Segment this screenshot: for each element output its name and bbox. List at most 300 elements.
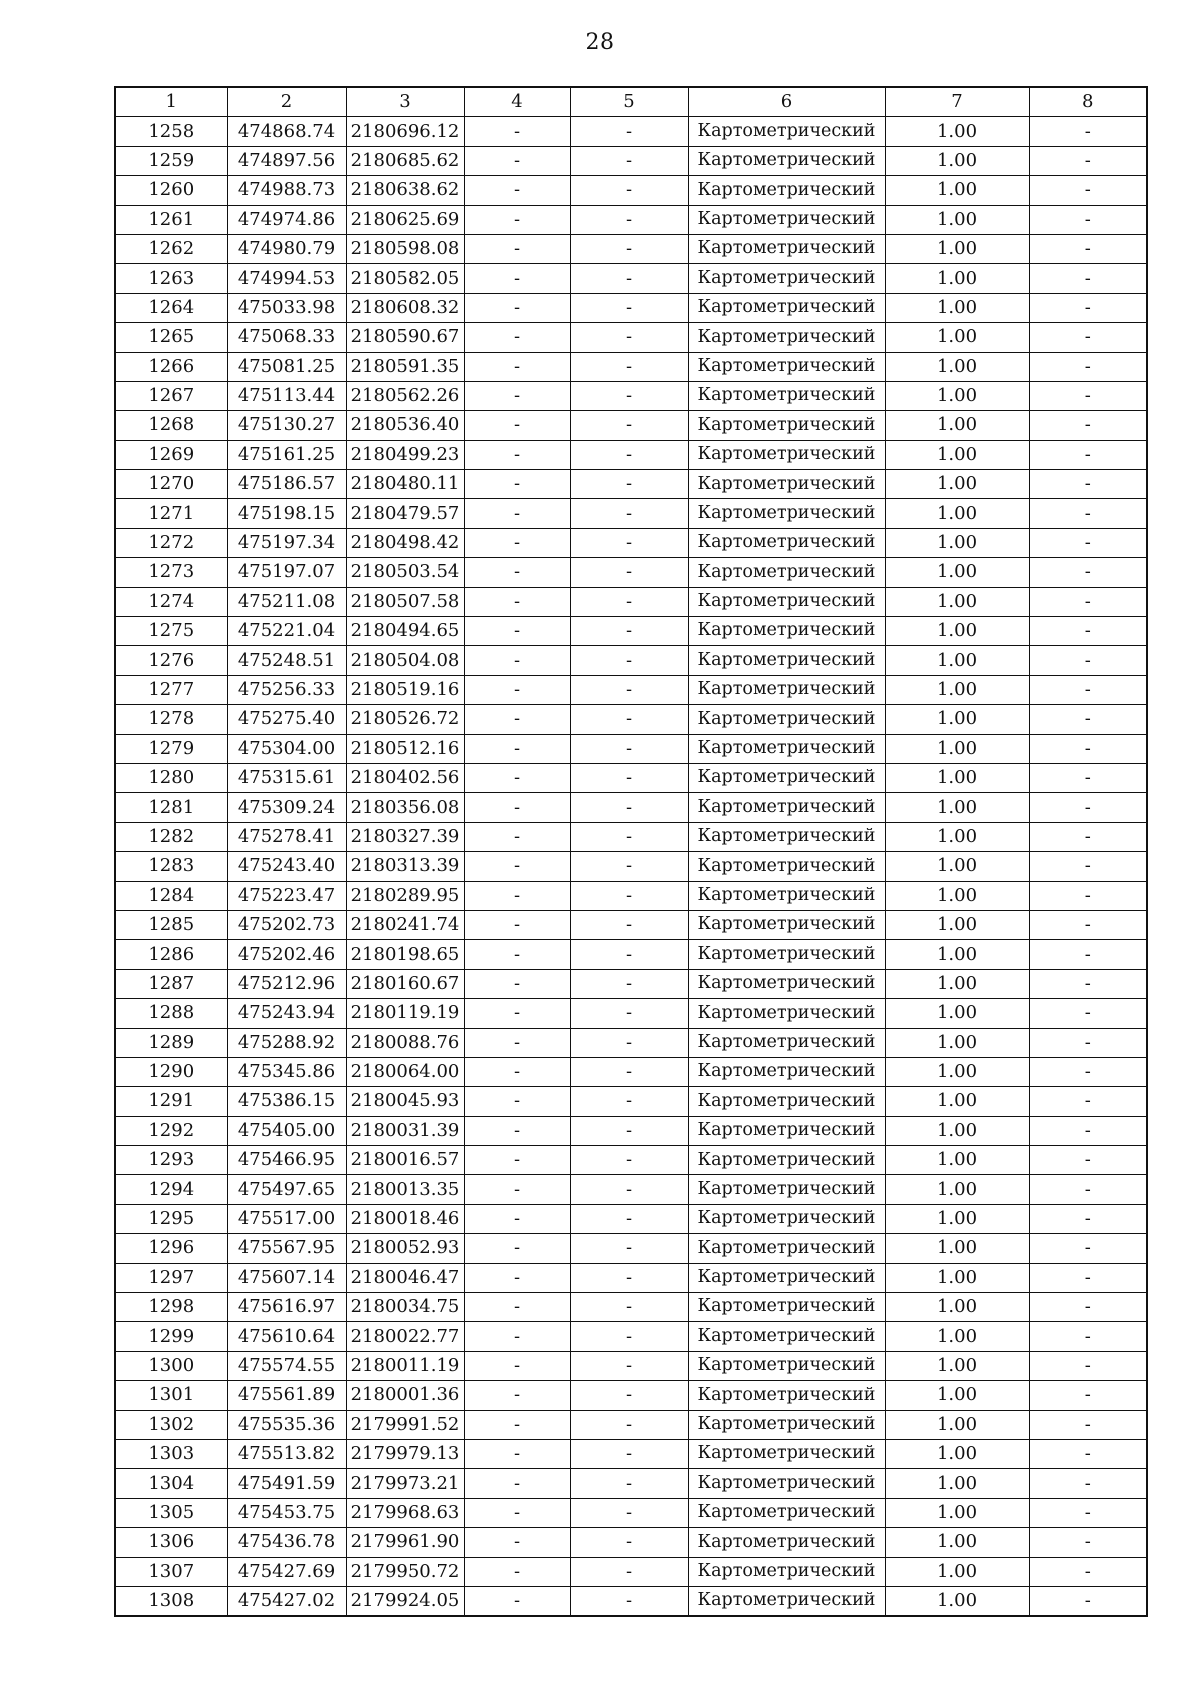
- cell-col-5: -: [570, 852, 688, 881]
- cell-col-4: -: [464, 558, 570, 587]
- cell-col-5: -: [570, 1528, 688, 1557]
- cell-point-number: 1301: [115, 1381, 227, 1410]
- cell-coord-y: 2180625.69: [346, 205, 464, 234]
- cell-col-5: -: [570, 470, 688, 499]
- cell-method: Картометрический: [688, 587, 885, 616]
- cell-method: Картометрический: [688, 1087, 885, 1116]
- cell-accuracy: 1.00: [885, 793, 1029, 822]
- cell-col-5: -: [570, 1469, 688, 1498]
- cell-point-number: 1262: [115, 234, 227, 263]
- cell-col-4: -: [464, 1116, 570, 1145]
- cell-method: Картометрический: [688, 352, 885, 381]
- cell-method: Картометрический: [688, 117, 885, 146]
- cell-coord-x: 475130.27: [227, 411, 346, 440]
- cell-point-number: 1270: [115, 470, 227, 499]
- cell-point-number: 1258: [115, 117, 227, 146]
- cell-coord-x: 475513.82: [227, 1439, 346, 1468]
- cell-method: Картометрический: [688, 705, 885, 734]
- cell-col-5: -: [570, 763, 688, 792]
- cell-method: Картометрический: [688, 440, 885, 469]
- cell-col-8: -: [1029, 1204, 1147, 1233]
- cell-col-5: -: [570, 969, 688, 998]
- cell-coord-y: 2180608.32: [346, 293, 464, 322]
- cell-method: Картометрический: [688, 381, 885, 410]
- cell-col-8: -: [1029, 176, 1147, 205]
- cell-point-number: 1278: [115, 705, 227, 734]
- cell-coord-x: 475212.96: [227, 969, 346, 998]
- cell-col-8: -: [1029, 1439, 1147, 1468]
- cell-method: Картометрический: [688, 793, 885, 822]
- cell-coord-y: 2179968.63: [346, 1498, 464, 1527]
- cell-col-4: -: [464, 617, 570, 646]
- cell-coord-x: 475616.97: [227, 1293, 346, 1322]
- cell-col-4: -: [464, 411, 570, 440]
- cell-coord-x: 475610.64: [227, 1322, 346, 1351]
- table-row: [115, 646, 1147, 675]
- cell-point-number: 1293: [115, 1146, 227, 1175]
- table-row: [115, 587, 1147, 616]
- cell-method: Картометрический: [688, 1028, 885, 1057]
- cell-col-5: -: [570, 1087, 688, 1116]
- cell-col-8: -: [1029, 705, 1147, 734]
- cell-col-5: -: [570, 1263, 688, 1292]
- cell-col-4: -: [464, 1028, 570, 1057]
- cell-coord-x: 475517.00: [227, 1204, 346, 1233]
- cell-coord-x: 475304.00: [227, 734, 346, 763]
- cell-method: Картометрический: [688, 558, 885, 587]
- cell-col-5: -: [570, 1557, 688, 1586]
- cell-accuracy: 1.00: [885, 558, 1029, 587]
- cell-coord-x: 475436.78: [227, 1528, 346, 1557]
- cell-point-number: 1296: [115, 1234, 227, 1263]
- table-row: [115, 675, 1147, 704]
- cell-point-number: 1288: [115, 999, 227, 1028]
- cell-col-8: -: [1029, 499, 1147, 528]
- cell-col-5: -: [570, 1234, 688, 1263]
- cell-accuracy: 1.00: [885, 1498, 1029, 1527]
- cell-method: Картометрический: [688, 1146, 885, 1175]
- cell-col-5: -: [570, 734, 688, 763]
- cell-col-4: -: [464, 999, 570, 1028]
- cell-coord-y: 2180582.05: [346, 264, 464, 293]
- cell-accuracy: 1.00: [885, 146, 1029, 175]
- cell-coord-x: 475315.61: [227, 763, 346, 792]
- cell-point-number: 1307: [115, 1557, 227, 1586]
- cell-col-8: -: [1029, 1087, 1147, 1116]
- cell-method: Картометрический: [688, 881, 885, 910]
- cell-coord-y: 2180198.65: [346, 940, 464, 969]
- table-row: [115, 1087, 1147, 1116]
- cell-method: Картометрический: [688, 1322, 885, 1351]
- table-row: [115, 1410, 1147, 1439]
- cell-point-number: 1268: [115, 411, 227, 440]
- cell-col-5: -: [570, 646, 688, 675]
- cell-col-4: -: [464, 1439, 570, 1468]
- cell-col-4: -: [464, 234, 570, 263]
- cell-col-4: -: [464, 264, 570, 293]
- cell-coord-x: 475497.65: [227, 1175, 346, 1204]
- cell-method: Картометрический: [688, 999, 885, 1028]
- cell-coord-y: 2180327.39: [346, 822, 464, 851]
- cell-coord-y: 2179961.90: [346, 1528, 464, 1557]
- table-row: [115, 1322, 1147, 1351]
- cell-point-number: 1266: [115, 352, 227, 381]
- column-header-2: 2: [227, 87, 346, 117]
- cell-col-4: -: [464, 1087, 570, 1116]
- table-row: [115, 881, 1147, 910]
- cell-coord-y: 2179924.05: [346, 1586, 464, 1616]
- cell-coord-x: 475574.55: [227, 1351, 346, 1380]
- cell-col-5: -: [570, 440, 688, 469]
- cell-coord-x: 475186.57: [227, 470, 346, 499]
- cell-col-5: -: [570, 1293, 688, 1322]
- cell-col-5: -: [570, 910, 688, 939]
- cell-col-8: -: [1029, 1498, 1147, 1527]
- cell-accuracy: 1.00: [885, 675, 1029, 704]
- cell-col-4: -: [464, 499, 570, 528]
- table-row: [115, 1293, 1147, 1322]
- cell-accuracy: 1.00: [885, 1469, 1029, 1498]
- cell-coord-y: 2180013.35: [346, 1175, 464, 1204]
- cell-accuracy: 1.00: [885, 1439, 1029, 1468]
- cell-col-5: -: [570, 1322, 688, 1351]
- cell-method: Картометрический: [688, 470, 885, 499]
- cell-point-number: 1274: [115, 587, 227, 616]
- cell-coord-y: 2180160.67: [346, 969, 464, 998]
- cell-accuracy: 1.00: [885, 969, 1029, 998]
- cell-col-5: -: [570, 1146, 688, 1175]
- table-row: [115, 705, 1147, 734]
- cell-col-4: -: [464, 352, 570, 381]
- cell-accuracy: 1.00: [885, 1204, 1029, 1233]
- cell-point-number: 1284: [115, 881, 227, 910]
- cell-col-8: -: [1029, 470, 1147, 499]
- cell-point-number: 1291: [115, 1087, 227, 1116]
- table-row: [115, 1528, 1147, 1557]
- cell-col-5: -: [570, 411, 688, 440]
- cell-point-number: 1289: [115, 1028, 227, 1057]
- cell-col-8: -: [1029, 1263, 1147, 1292]
- cell-point-number: 1292: [115, 1116, 227, 1145]
- cell-col-4: -: [464, 969, 570, 998]
- cell-accuracy: 1.00: [885, 1087, 1029, 1116]
- cell-coord-x: 475278.41: [227, 822, 346, 851]
- cell-point-number: 1275: [115, 617, 227, 646]
- table-row: [115, 1204, 1147, 1233]
- cell-col-8: -: [1029, 440, 1147, 469]
- table-row: [115, 1146, 1147, 1175]
- cell-col-4: -: [464, 470, 570, 499]
- cell-coord-x: 475567.95: [227, 1234, 346, 1263]
- cell-col-8: -: [1029, 910, 1147, 939]
- cell-coord-x: 475386.15: [227, 1087, 346, 1116]
- cell-point-number: 1272: [115, 528, 227, 557]
- cell-col-4: -: [464, 293, 570, 322]
- table-row: [115, 1234, 1147, 1263]
- cell-coord-x: 475607.14: [227, 1263, 346, 1292]
- cell-col-4: -: [464, 852, 570, 881]
- cell-accuracy: 1.00: [885, 852, 1029, 881]
- cell-point-number: 1283: [115, 852, 227, 881]
- cell-point-number: 1265: [115, 323, 227, 352]
- cell-col-4: -: [464, 1528, 570, 1557]
- cell-coord-x: 475427.02: [227, 1586, 346, 1616]
- cell-col-8: -: [1029, 881, 1147, 910]
- cell-coord-y: 2180499.23: [346, 440, 464, 469]
- cell-col-4: -: [464, 323, 570, 352]
- cell-coord-y: 2180590.67: [346, 323, 464, 352]
- cell-coord-y: 2180638.62: [346, 176, 464, 205]
- cell-accuracy: 1.00: [885, 1175, 1029, 1204]
- cell-accuracy: 1.00: [885, 1263, 1029, 1292]
- cell-accuracy: 1.00: [885, 470, 1029, 499]
- cell-point-number: 1259: [115, 146, 227, 175]
- cell-point-number: 1286: [115, 940, 227, 969]
- cell-col-8: -: [1029, 646, 1147, 675]
- cell-coord-y: 2180503.54: [346, 558, 464, 587]
- column-header-1: 1: [115, 87, 227, 117]
- cell-col-4: -: [464, 734, 570, 763]
- cell-col-5: -: [570, 1439, 688, 1468]
- cell-method: Картометрический: [688, 852, 885, 881]
- cell-col-8: -: [1029, 558, 1147, 587]
- table-row: [115, 910, 1147, 939]
- table-row: [115, 1057, 1147, 1086]
- cell-point-number: 1297: [115, 1263, 227, 1292]
- cell-method: Картометрический: [688, 176, 885, 205]
- cell-coord-y: 2180289.95: [346, 881, 464, 910]
- cell-point-number: 1264: [115, 293, 227, 322]
- cell-method: Картометрический: [688, 763, 885, 792]
- cell-point-number: 1300: [115, 1351, 227, 1380]
- cell-coord-y: 2180479.57: [346, 499, 464, 528]
- cell-col-4: -: [464, 675, 570, 704]
- cell-accuracy: 1.00: [885, 528, 1029, 557]
- table-body: [115, 117, 1147, 1616]
- table-row: [115, 440, 1147, 469]
- cell-accuracy: 1.00: [885, 293, 1029, 322]
- cell-col-4: -: [464, 1204, 570, 1233]
- table-row: [115, 1175, 1147, 1204]
- table-row: [115, 558, 1147, 587]
- cell-method: Картометрический: [688, 1557, 885, 1586]
- cell-col-5: -: [570, 499, 688, 528]
- cell-col-8: -: [1029, 1116, 1147, 1145]
- table-row: [115, 617, 1147, 646]
- cell-col-8: -: [1029, 675, 1147, 704]
- cell-method: Картометрический: [688, 646, 885, 675]
- cell-coord-y: 2180034.75: [346, 1293, 464, 1322]
- cell-col-5: -: [570, 558, 688, 587]
- cell-col-8: -: [1029, 1528, 1147, 1557]
- cell-coord-x: 475202.46: [227, 940, 346, 969]
- cell-point-number: 1304: [115, 1469, 227, 1498]
- cell-col-4: -: [464, 1586, 570, 1616]
- cell-col-4: -: [464, 910, 570, 939]
- cell-col-5: -: [570, 1498, 688, 1527]
- cell-col-4: -: [464, 1410, 570, 1439]
- cell-coord-x: 475309.24: [227, 793, 346, 822]
- cell-accuracy: 1.00: [885, 1116, 1029, 1145]
- cell-col-8: -: [1029, 264, 1147, 293]
- cell-coord-x: 475243.40: [227, 852, 346, 881]
- cell-method: Картометрический: [688, 205, 885, 234]
- cell-point-number: 1279: [115, 734, 227, 763]
- cell-coord-x: 475221.04: [227, 617, 346, 646]
- cell-point-number: 1308: [115, 1586, 227, 1616]
- cell-accuracy: 1.00: [885, 1410, 1029, 1439]
- cell-method: Картометрический: [688, 528, 885, 557]
- cell-col-8: -: [1029, 1175, 1147, 1204]
- cell-method: Картометрический: [688, 1439, 885, 1468]
- table-row: [115, 1351, 1147, 1380]
- cell-point-number: 1280: [115, 763, 227, 792]
- cell-col-8: -: [1029, 411, 1147, 440]
- cell-coord-x: 475113.44: [227, 381, 346, 410]
- cell-col-5: -: [570, 793, 688, 822]
- table-row: [115, 940, 1147, 969]
- cell-accuracy: 1.00: [885, 999, 1029, 1028]
- cell-coord-y: 2180526.72: [346, 705, 464, 734]
- cell-coord-y: 2180016.57: [346, 1146, 464, 1175]
- cell-accuracy: 1.00: [885, 381, 1029, 410]
- cell-coord-y: 2180512.16: [346, 734, 464, 763]
- cell-col-5: -: [570, 1381, 688, 1410]
- cell-coord-y: 2180011.19: [346, 1351, 464, 1380]
- cell-col-8: -: [1029, 1322, 1147, 1351]
- cell-col-5: -: [570, 999, 688, 1028]
- cell-col-8: -: [1029, 323, 1147, 352]
- cell-coord-x: 475211.08: [227, 587, 346, 616]
- cell-method: Картометрический: [688, 734, 885, 763]
- table-row: [115, 411, 1147, 440]
- cell-col-5: -: [570, 205, 688, 234]
- table-row: [115, 999, 1147, 1028]
- cell-col-8: -: [1029, 969, 1147, 998]
- table-row: [115, 470, 1147, 499]
- cell-col-5: -: [570, 146, 688, 175]
- cell-accuracy: 1.00: [885, 763, 1029, 792]
- cell-accuracy: 1.00: [885, 910, 1029, 939]
- cell-coord-y: 2180494.65: [346, 617, 464, 646]
- cell-accuracy: 1.00: [885, 440, 1029, 469]
- cell-coord-x: 475453.75: [227, 1498, 346, 1527]
- table-row: [115, 264, 1147, 293]
- cell-col-8: -: [1029, 852, 1147, 881]
- cell-coord-x: 475275.40: [227, 705, 346, 734]
- table-row: [115, 1439, 1147, 1468]
- cell-col-5: -: [570, 1586, 688, 1616]
- cell-col-4: -: [464, 793, 570, 822]
- cell-coord-x: 474980.79: [227, 234, 346, 263]
- cell-col-5: -: [570, 587, 688, 616]
- cell-method: Картометрический: [688, 1528, 885, 1557]
- cell-coord-x: 475202.73: [227, 910, 346, 939]
- cell-coord-y: 2180313.39: [346, 852, 464, 881]
- cell-accuracy: 1.00: [885, 1293, 1029, 1322]
- cell-accuracy: 1.00: [885, 1057, 1029, 1086]
- cell-col-4: -: [464, 587, 570, 616]
- column-header-5: 5: [570, 87, 688, 117]
- cell-coord-y: 2180498.42: [346, 528, 464, 557]
- cell-accuracy: 1.00: [885, 1557, 1029, 1586]
- cell-accuracy: 1.00: [885, 1528, 1029, 1557]
- cell-col-5: -: [570, 1057, 688, 1086]
- cell-accuracy: 1.00: [885, 117, 1029, 146]
- cell-point-number: 1290: [115, 1057, 227, 1086]
- cell-coord-y: 2180480.11: [346, 470, 464, 499]
- cell-coord-x: 475248.51: [227, 646, 346, 675]
- cell-method: Картометрический: [688, 1175, 885, 1204]
- column-header-8: 8: [1029, 87, 1147, 117]
- cell-col-4: -: [464, 1263, 570, 1292]
- cell-col-4: -: [464, 1498, 570, 1527]
- cell-coord-x: 474994.53: [227, 264, 346, 293]
- cell-method: Картометрический: [688, 940, 885, 969]
- cell-col-4: -: [464, 1381, 570, 1410]
- table-row: [115, 234, 1147, 263]
- cell-coord-x: 475033.98: [227, 293, 346, 322]
- cell-point-number: 1299: [115, 1322, 227, 1351]
- cell-accuracy: 1.00: [885, 411, 1029, 440]
- cell-coord-x: 475535.36: [227, 1410, 346, 1439]
- cell-accuracy: 1.00: [885, 940, 1029, 969]
- table-header-row: [115, 87, 1147, 117]
- cell-coord-y: 2180685.62: [346, 146, 464, 175]
- cell-col-5: -: [570, 323, 688, 352]
- table-row: [115, 381, 1147, 410]
- cell-col-5: -: [570, 881, 688, 910]
- cell-col-8: -: [1029, 587, 1147, 616]
- cell-col-4: -: [464, 1234, 570, 1263]
- cell-coord-x: 475081.25: [227, 352, 346, 381]
- cell-method: Картометрический: [688, 293, 885, 322]
- cell-method: Картометрический: [688, 323, 885, 352]
- table-row: [115, 1263, 1147, 1292]
- cell-col-8: -: [1029, 822, 1147, 851]
- cell-col-4: -: [464, 646, 570, 675]
- cell-coord-y: 2180507.58: [346, 587, 464, 616]
- cell-coord-y: 2180536.40: [346, 411, 464, 440]
- cell-col-8: -: [1029, 1557, 1147, 1586]
- cell-method: Картометрический: [688, 1586, 885, 1616]
- cell-col-4: -: [464, 763, 570, 792]
- cell-col-8: -: [1029, 734, 1147, 763]
- column-header-4: 4: [464, 87, 570, 117]
- cell-col-5: -: [570, 822, 688, 851]
- table-row: [115, 969, 1147, 998]
- cell-col-5: -: [570, 381, 688, 410]
- cell-col-5: -: [570, 940, 688, 969]
- cell-point-number: 1306: [115, 1528, 227, 1557]
- cell-col-8: -: [1029, 1351, 1147, 1380]
- cell-coord-y: 2180064.00: [346, 1057, 464, 1086]
- cell-col-5: -: [570, 234, 688, 263]
- cell-col-8: -: [1029, 999, 1147, 1028]
- table-row: [115, 1469, 1147, 1498]
- cell-method: Картометрический: [688, 146, 885, 175]
- cell-method: Картометрический: [688, 499, 885, 528]
- table-row: [115, 293, 1147, 322]
- cell-col-5: -: [570, 1204, 688, 1233]
- cell-point-number: 1271: [115, 499, 227, 528]
- cell-accuracy: 1.00: [885, 176, 1029, 205]
- cell-col-8: -: [1029, 617, 1147, 646]
- cell-col-8: -: [1029, 1146, 1147, 1175]
- cell-point-number: 1294: [115, 1175, 227, 1204]
- cell-col-4: -: [464, 1175, 570, 1204]
- cell-coord-x: 475561.89: [227, 1381, 346, 1410]
